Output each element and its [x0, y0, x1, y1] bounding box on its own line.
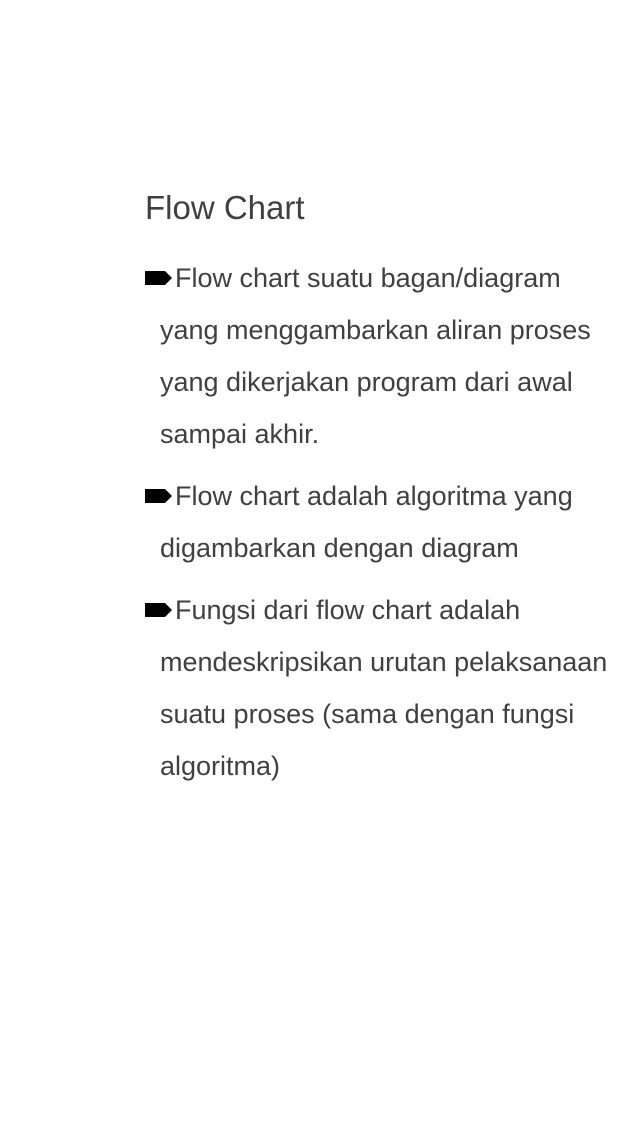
- bullet-list: [145, 252, 615, 792]
- slide-title: Flow Chart: [145, 189, 305, 226]
- bullet-item: [145, 470, 615, 574]
- bullet-text: Flow chart adalah algoritma yang digambarkan dengan diagram: [160, 481, 573, 563]
- bullet-item: [145, 252, 615, 460]
- bullet-item: [145, 584, 615, 792]
- pencil-bullet-icon: [145, 584, 175, 636]
- bullet-text: Flow chart suatu bagan/diagram yang menggambarkan aliran proses yang dikerjakan program dari awal sampai akhir.: [160, 263, 591, 449]
- pencil-bullet-icon: [145, 252, 175, 304]
- bullet-text: Fungsi dari flow chart adalah mendeskripsikan urutan pelaksanaan suatu proses (sama dengan fungsi algoritma): [160, 595, 608, 781]
- pencil-bullet-icon: [145, 470, 175, 522]
